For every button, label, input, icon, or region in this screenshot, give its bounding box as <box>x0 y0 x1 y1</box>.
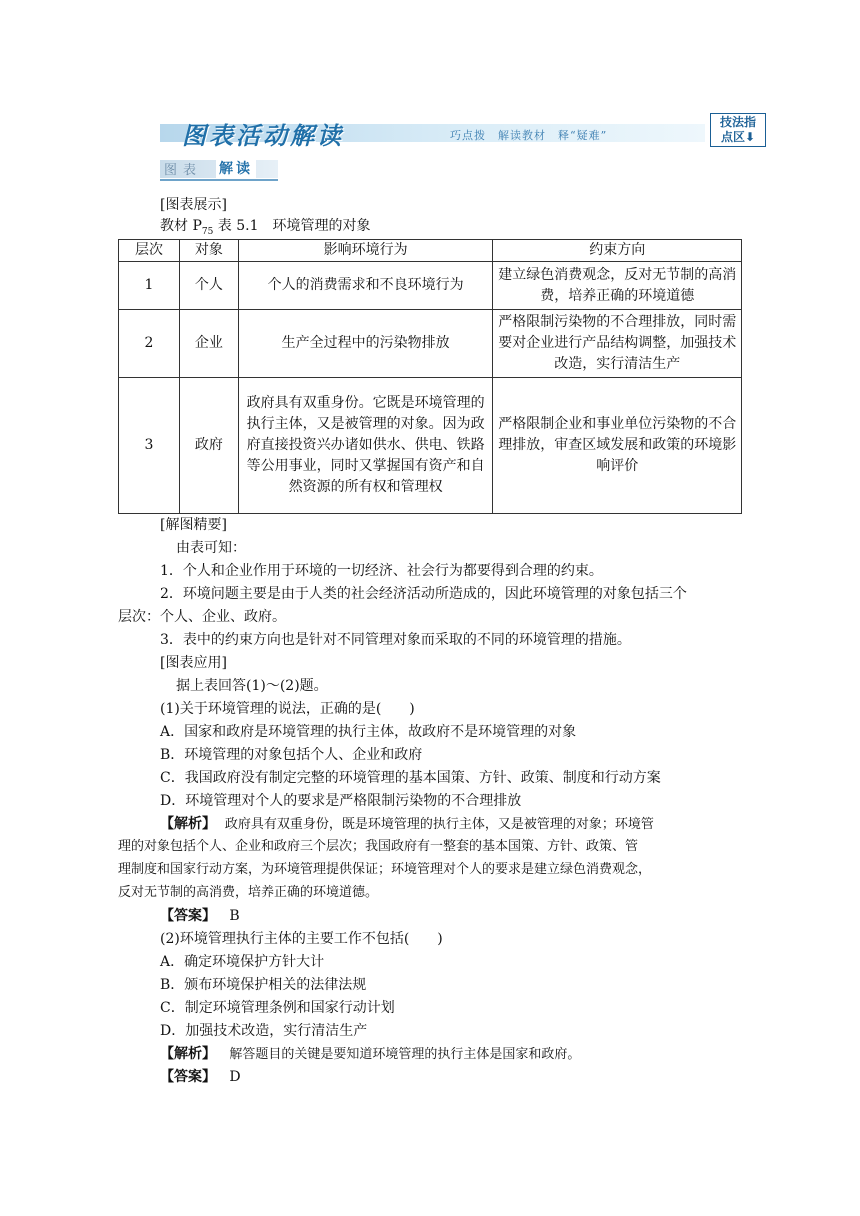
environment-management-table <box>118 239 742 514</box>
cell-direction: 建立绿色消费观念，反对无节制的高消费，培养正确的环境道德 <box>493 262 742 310</box>
question-1-option: C．我国政府没有制定完整的环境管理的基本国策、方针、政策、制度和行动方案 <box>160 770 661 786</box>
question-1-analysis: 【解析】 政府具有双重身份，既是环境管理的执行主体，又是被管理的对象；环境管 <box>160 816 654 832</box>
analysis-point: 3．表中的约束方向也是针对不同管理对象而采取的不同的环境管理的措施。 <box>160 632 631 648</box>
header-behavior: 影响环境行为 <box>238 240 493 262</box>
question-1-option: A．国家和政府是环境管理的执行主体，故政府不是环境管理的对象 <box>160 724 577 740</box>
question-1-answer: 【答案】 B <box>160 908 240 924</box>
question-2-option: A．确定环境保护方针大计 <box>160 954 325 970</box>
analysis-heading: [解图精要] <box>160 517 227 533</box>
analysis-point: 2．环境问题主要是由于人类的社会经济活动所造成的，因此环境管理的对象包括三个 <box>160 586 687 602</box>
cell-level: 2 <box>119 310 180 378</box>
section-banner <box>160 116 768 150</box>
table-row <box>119 262 742 310</box>
cell-behavior: 生产全过程中的污染物排放 <box>238 310 493 378</box>
question-1-analysis-line: 反对无节制的高消费，培养正确的环境道德。 <box>118 885 379 900</box>
cell-direction: 严格限制企业和事业单位污染物的不合理排放，审查区域发展和政策的环境影响评价 <box>493 378 742 514</box>
tips-button[interactable] <box>710 113 766 147</box>
table-row <box>119 378 742 514</box>
question-2-analysis: 【解析】 解答题目的关键是要知道环境管理的执行主体是国家和政府。 <box>160 1046 581 1062</box>
table-caption: 教材 $P_{75}$ 表 5.1 环境管理的对象 <box>160 218 371 237</box>
cell-level: 1 <box>119 262 180 310</box>
application-intro: 据上表回答(1)～(2)题。 <box>176 678 328 694</box>
cell-behavior: 个人的消费需求和不良环境行为 <box>238 262 493 310</box>
badge-label: 解读 <box>216 158 256 178</box>
header-direction: 约束方向 <box>493 240 742 262</box>
cell-object: 企业 <box>179 310 238 378</box>
section-badge <box>160 155 278 181</box>
header-object: 对象 <box>179 240 238 262</box>
question-2-option: D．加强技术改造，实行清洁生产 <box>160 1023 368 1039</box>
table-row <box>119 310 742 378</box>
banner-title: 图表活动解读 <box>182 121 344 150</box>
question-1-option: B．环境管理的对象包括个人、企业和政府 <box>160 747 423 763</box>
question-2-option: B．颁布环境保护相关的法律法规 <box>160 977 367 993</box>
cell-behavior: 政府具有双重身份。它既是环境管理的执行主体，又是被管理的对象。因为政府直接投资兴办诸如供水、供电、铁路等公用事业，同时又掌握国有资产和自然资源的所有权和管理权 <box>238 378 493 514</box>
table-header-row <box>119 240 742 262</box>
question-1-analysis-line: 理制度和国家行动方案，为环境管理提供保证；环境管理对个人的要求是建立绿色消费观念， <box>118 862 652 877</box>
cell-level: 3 <box>119 378 180 514</box>
header-level: 层次 <box>119 240 180 262</box>
cell-direction: 严格限制污染物的不合理排放，同时需要对企业进行产品结构调整，加强技术改造，实行清洁生产 <box>493 310 742 378</box>
question-1-analysis-line: 理的对象包括个人、企业和政府三个层次；我国政府有一整套的基本国策、方针、政策、管 <box>118 839 639 854</box>
display-heading: [图表展示] <box>160 197 227 213</box>
question-2-answer: 【答案】 D <box>160 1069 241 1085</box>
tips-label-line2: 点区⬇ <box>720 130 756 144</box>
application-heading: [图表应用] <box>160 655 227 671</box>
question-2-option: C．制定环境管理条例和国家行动计划 <box>160 1000 395 1016</box>
badge-prefix: 图表 <box>164 163 203 178</box>
question-2-stem: (2)环境管理执行主体的主要工作不包括( ) <box>160 931 443 947</box>
analysis-point: 层次：个人、企业、政府。 <box>118 609 286 625</box>
tips-label-line1: 技法指 <box>719 115 756 129</box>
cell-object: 政府 <box>179 378 238 514</box>
question-1-option: D．环境管理对个人的要求是严格限制污染物的不合理排放 <box>160 793 522 809</box>
analysis-intro: 由表可知： <box>176 540 246 556</box>
analysis-point: 1．个人和企业作用于环境的一切经济、社会行为都要得到合理的约束。 <box>160 563 603 579</box>
cell-object: 个人 <box>179 262 238 310</box>
banner-subtitle: 巧点拨 解读教材 释“疑难” <box>450 129 608 142</box>
question-1-stem: (1)关于环境管理的说法，正确的是( ) <box>160 701 415 717</box>
